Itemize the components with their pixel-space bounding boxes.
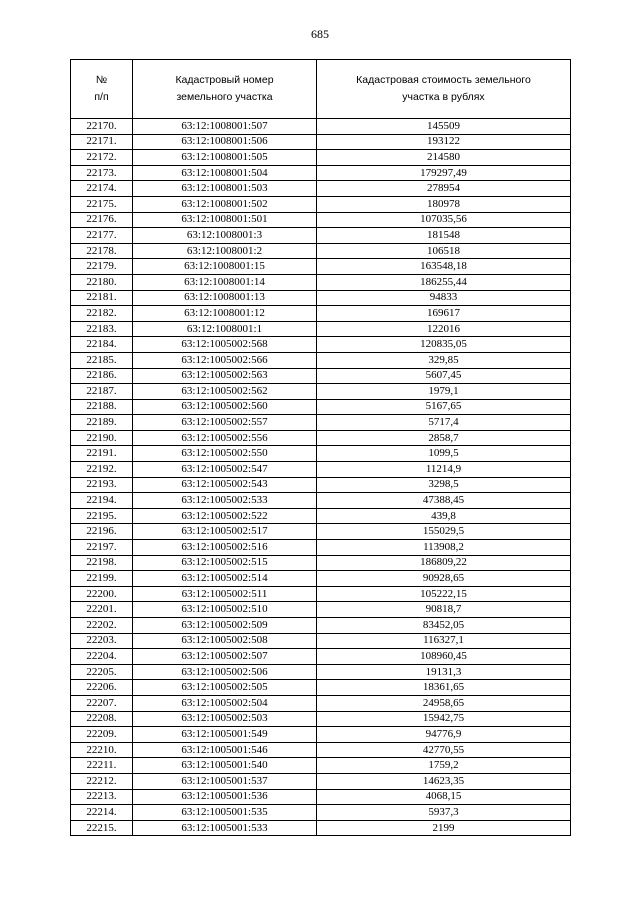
table-header-row <box>71 60 571 119</box>
table-row <box>71 306 571 322</box>
cadastral-number-cell: 63:12:1005002:543 <box>133 477 317 493</box>
header-num-sign: № <box>95 74 108 87</box>
row-number-cell: 22174. <box>71 181 133 197</box>
row-number-cell: 22206. <box>71 680 133 696</box>
cadastral-value-cell: 18361,65 <box>317 680 571 696</box>
cadastral-number-cell: 63:12:1005001:536 <box>133 789 317 805</box>
cadastral-number-cell: 63:12:1008001:504 <box>133 165 317 181</box>
cadastral-number-cell: 63:12:1005002:533 <box>133 493 317 509</box>
row-number-cell: 22191. <box>71 446 133 462</box>
row-number-cell: 22215. <box>71 820 133 836</box>
row-number-cell: 22211. <box>71 758 133 774</box>
cadastral-number-cell: 63:12:1008001:507 <box>133 119 317 135</box>
table-row <box>71 150 571 166</box>
cadastral-value-cell: 278954 <box>317 181 571 197</box>
cadastral-number-cell: 63:12:1005002:505 <box>133 680 317 696</box>
cadastral-number-cell: 63:12:1008001:502 <box>133 196 317 212</box>
cadastral-value-cell: 120835,05 <box>317 337 571 353</box>
header-cadastral-line2: земельного участка <box>176 91 273 103</box>
row-number-cell: 22214. <box>71 805 133 821</box>
table-row <box>71 368 571 384</box>
row-number-cell: 22204. <box>71 649 133 665</box>
row-number-cell: 22190. <box>71 430 133 446</box>
table-row <box>71 181 571 197</box>
cadastral-value-cell: 42770,55 <box>317 742 571 758</box>
row-number-cell: 22201. <box>71 602 133 618</box>
cadastral-value-cell: 169617 <box>317 306 571 322</box>
table-row <box>71 508 571 524</box>
cadastral-value-cell: 193122 <box>317 134 571 150</box>
cadastral-value-cell: 108960,45 <box>317 649 571 665</box>
cadastral-value-cell: 155029,5 <box>317 524 571 540</box>
cadastral-number-cell: 63:12:1008001:12 <box>133 306 317 322</box>
table-row <box>71 384 571 400</box>
table-row <box>71 446 571 462</box>
row-number-cell: 22181. <box>71 290 133 306</box>
table-row <box>71 212 571 228</box>
row-number-cell: 22171. <box>71 134 133 150</box>
cadastral-value-table <box>70 59 571 836</box>
table-row <box>71 337 571 353</box>
cadastral-number-cell: 63:12:1005002:547 <box>133 462 317 478</box>
row-number-cell: 22179. <box>71 259 133 275</box>
cadastral-value-cell: 83452,05 <box>317 618 571 634</box>
row-number-cell: 22212. <box>71 773 133 789</box>
cadastral-value-cell: 145509 <box>317 119 571 135</box>
row-number-cell: 22198. <box>71 555 133 571</box>
cadastral-number-cell: 63:12:1005002:550 <box>133 446 317 462</box>
cadastral-value-cell: 3298,5 <box>317 477 571 493</box>
table-row <box>71 274 571 290</box>
table-row <box>71 695 571 711</box>
cadastral-number-cell: 63:12:1005002:556 <box>133 430 317 446</box>
row-number-cell: 22183. <box>71 321 133 337</box>
table-row <box>71 540 571 556</box>
row-number-cell: 22203. <box>71 633 133 649</box>
row-number-cell: 22187. <box>71 384 133 400</box>
cadastral-value-cell: 94776,9 <box>317 727 571 743</box>
table-row <box>71 415 571 431</box>
header-value-line1: Кадастровая стоимость земельного <box>356 74 531 87</box>
page-number: 685 <box>311 27 329 41</box>
cadastral-value-cell: 181548 <box>317 228 571 244</box>
table-row <box>71 165 571 181</box>
cadastral-value-cell: 94833 <box>317 290 571 306</box>
cadastral-number-cell: 63:12:1005002:510 <box>133 602 317 618</box>
cadastral-number-cell: 63:12:1008001:505 <box>133 150 317 166</box>
table-row <box>71 134 571 150</box>
table-row <box>71 321 571 337</box>
cadastral-number-cell: 63:12:1005001:535 <box>133 805 317 821</box>
cadastral-number-cell: 63:12:1005002:562 <box>133 384 317 400</box>
table-row <box>71 602 571 618</box>
table-row <box>71 259 571 275</box>
table-row <box>71 633 571 649</box>
row-number-cell: 22176. <box>71 212 133 228</box>
table-row <box>71 290 571 306</box>
row-number-cell: 22192. <box>71 462 133 478</box>
cadastral-number-cell: 63:12:1008001:15 <box>133 259 317 275</box>
row-number-cell: 22185. <box>71 352 133 368</box>
table-row <box>71 649 571 665</box>
cadastral-value-cell: 2858,7 <box>317 430 571 446</box>
row-number-cell: 22172. <box>71 150 133 166</box>
row-number-cell: 22186. <box>71 368 133 384</box>
row-number-cell: 22200. <box>71 586 133 602</box>
row-number-cell: 22195. <box>71 508 133 524</box>
row-number-cell: 22202. <box>71 618 133 634</box>
cadastral-value-cell: 122016 <box>317 321 571 337</box>
table-row <box>71 228 571 244</box>
table-row <box>71 680 571 696</box>
cadastral-value-cell: 186809,22 <box>317 555 571 571</box>
row-number-cell: 22194. <box>71 493 133 509</box>
table-row <box>71 477 571 493</box>
cadastral-number-cell: 63:12:1008001:13 <box>133 290 317 306</box>
table-row <box>71 742 571 758</box>
cadastral-value-cell: 186255,44 <box>317 274 571 290</box>
table-row <box>71 571 571 587</box>
cadastral-number-cell: 63:12:1008001:3 <box>133 228 317 244</box>
table-row <box>71 119 571 135</box>
table-row <box>71 618 571 634</box>
table-row <box>71 789 571 805</box>
cadastral-number-cell: 63:12:1005001:546 <box>133 742 317 758</box>
row-number-cell: 22177. <box>71 228 133 244</box>
cadastral-value-cell: 90818,7 <box>317 602 571 618</box>
cadastral-value-cell: 107035,56 <box>317 212 571 228</box>
row-number-cell: 22173. <box>71 165 133 181</box>
header-cadastral-line1: Кадастровый номер <box>175 74 274 87</box>
cadastral-number-cell: 63:12:1005002:504 <box>133 695 317 711</box>
table-row <box>71 196 571 212</box>
table-row <box>71 555 571 571</box>
table-row <box>71 243 571 259</box>
cadastral-value-cell: 5717,4 <box>317 415 571 431</box>
cadastral-value-cell: 11214,9 <box>317 462 571 478</box>
table-row <box>71 586 571 602</box>
cadastral-value-cell: 5937,3 <box>317 805 571 821</box>
cadastral-number-cell: 63:12:1008001:501 <box>133 212 317 228</box>
table-row <box>71 805 571 821</box>
cadastral-number-cell: 63:12:1005001:540 <box>133 758 317 774</box>
table-row <box>71 352 571 368</box>
row-number-cell: 22182. <box>71 306 133 322</box>
cadastral-number-cell: 63:12:1005002:522 <box>133 508 317 524</box>
row-number-cell: 22199. <box>71 571 133 587</box>
table-row <box>71 462 571 478</box>
cadastral-number-cell: 63:12:1005002:516 <box>133 540 317 556</box>
header-num-abbr: п/п <box>94 91 109 103</box>
cadastral-value-cell: 179297,49 <box>317 165 571 181</box>
row-number-cell: 22178. <box>71 243 133 259</box>
table-row <box>71 524 571 540</box>
cadastral-value-cell: 5167,65 <box>317 399 571 415</box>
cadastral-number-cell: 63:12:1005001:549 <box>133 727 317 743</box>
cadastral-number-cell: 63:12:1005002:517 <box>133 524 317 540</box>
header-cadastral-number <box>133 60 317 119</box>
cadastral-value-cell: 116327,1 <box>317 633 571 649</box>
header-value-line2: участка в рублях <box>402 91 485 103</box>
row-number-cell: 22205. <box>71 664 133 680</box>
row-number-cell: 22184. <box>71 337 133 353</box>
cadastral-number-cell: 63:12:1005002:557 <box>133 415 317 431</box>
cadastral-value-cell: 4068,15 <box>317 789 571 805</box>
cadastral-value-cell: 19131,3 <box>317 664 571 680</box>
table-row <box>71 758 571 774</box>
row-number-cell: 22189. <box>71 415 133 431</box>
table-body <box>71 119 571 836</box>
cadastral-value-cell: 214580 <box>317 150 571 166</box>
cadastral-value-cell: 180978 <box>317 196 571 212</box>
cadastral-number-cell: 63:12:1008001:506 <box>133 134 317 150</box>
cadastral-number-cell: 63:12:1005001:533 <box>133 820 317 836</box>
table-row <box>71 430 571 446</box>
cadastral-number-cell: 63:12:1005002:508 <box>133 633 317 649</box>
row-number-cell: 22193. <box>71 477 133 493</box>
cadastral-number-cell: 63:12:1008001:2 <box>133 243 317 259</box>
header-row-number <box>71 60 133 119</box>
row-number-cell: 22180. <box>71 274 133 290</box>
cadastral-number-cell: 63:12:1005002:566 <box>133 352 317 368</box>
cadastral-value-cell: 106518 <box>317 243 571 259</box>
table-row <box>71 820 571 836</box>
cadastral-value-cell: 113908,2 <box>317 540 571 556</box>
cadastral-value-cell: 1099,5 <box>317 446 571 462</box>
cadastral-value-cell: 163548,18 <box>317 259 571 275</box>
table-row <box>71 727 571 743</box>
cadastral-number-cell: 63:12:1005002:509 <box>133 618 317 634</box>
table-row <box>71 493 571 509</box>
row-number-cell: 22213. <box>71 789 133 805</box>
row-number-cell: 22175. <box>71 196 133 212</box>
cadastral-number-cell: 63:12:1005002:563 <box>133 368 317 384</box>
row-number-cell: 22197. <box>71 540 133 556</box>
row-number-cell: 22208. <box>71 711 133 727</box>
cadastral-number-cell: 63:12:1005002:507 <box>133 649 317 665</box>
cadastral-number-cell: 63:12:1005002:515 <box>133 555 317 571</box>
cadastral-number-cell: 63:12:1005001:537 <box>133 773 317 789</box>
cadastral-value-cell: 14623,35 <box>317 773 571 789</box>
cadastral-number-cell: 63:12:1008001:14 <box>133 274 317 290</box>
row-number-cell: 22170. <box>71 119 133 135</box>
cadastral-number-cell: 63:12:1005002:560 <box>133 399 317 415</box>
cadastral-value-cell: 47388,45 <box>317 493 571 509</box>
table-row <box>71 399 571 415</box>
cadastral-number-cell: 63:12:1008001:503 <box>133 181 317 197</box>
cadastral-number-cell: 63:12:1008001:1 <box>133 321 317 337</box>
cadastral-value-cell: 2199 <box>317 820 571 836</box>
cadastral-value-cell: 439,8 <box>317 508 571 524</box>
cadastral-number-cell: 63:12:1005002:568 <box>133 337 317 353</box>
cadastral-number-cell: 63:12:1005002:503 <box>133 711 317 727</box>
table-row <box>71 711 571 727</box>
row-number-cell: 22209. <box>71 727 133 743</box>
table-row <box>71 664 571 680</box>
row-number-cell: 22188. <box>71 399 133 415</box>
cadastral-value-cell: 5607,45 <box>317 368 571 384</box>
header-cadastral-value <box>317 60 571 119</box>
row-number-cell: 22207. <box>71 695 133 711</box>
table-row <box>71 773 571 789</box>
cadastral-value-cell: 90928,65 <box>317 571 571 587</box>
row-number-cell: 22210. <box>71 742 133 758</box>
row-number-cell: 22196. <box>71 524 133 540</box>
cadastral-number-cell: 63:12:1005002:506 <box>133 664 317 680</box>
cadastral-value-cell: 1759,2 <box>317 758 571 774</box>
cadastral-number-cell: 63:12:1005002:514 <box>133 571 317 587</box>
cadastral-value-cell: 15942,75 <box>317 711 571 727</box>
cadastral-value-cell: 1979,1 <box>317 384 571 400</box>
cadastral-value-cell: 105222,15 <box>317 586 571 602</box>
cadastral-value-cell: 329,85 <box>317 352 571 368</box>
cadastral-number-cell: 63:12:1005002:511 <box>133 586 317 602</box>
cadastral-value-cell: 24958,65 <box>317 695 571 711</box>
